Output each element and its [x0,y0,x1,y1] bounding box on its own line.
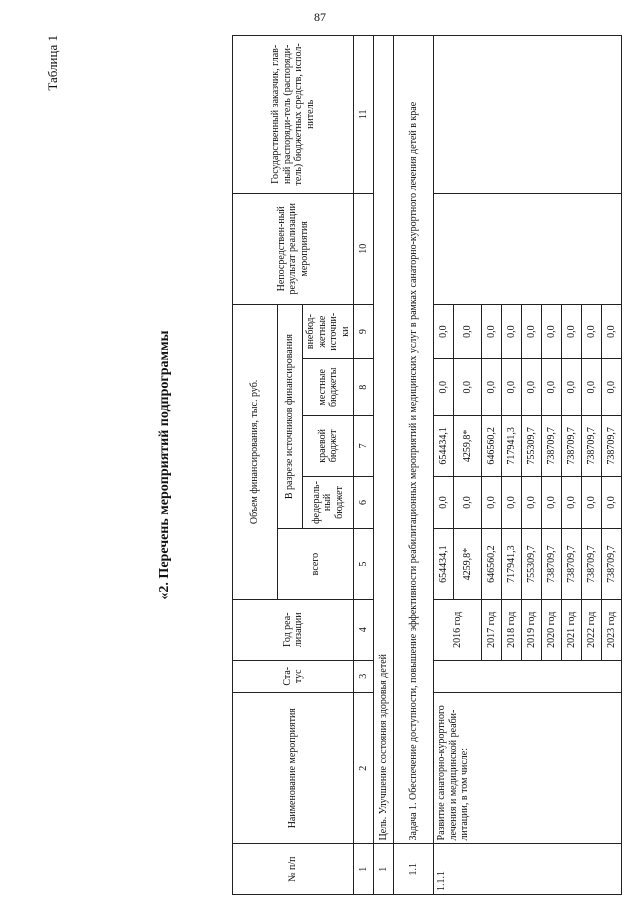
federal-cell: 0,0 [454,476,482,529]
offbudget-cell: 0,0 [482,304,502,359]
offbudget-cell: 0,0 [434,304,454,359]
year-cell: 2017 год [482,599,502,660]
offbudget-cell: 0,0 [562,304,582,359]
result-cell [434,193,622,304]
col-number: 1 [354,844,374,895]
total-cell: 646560,2 [482,529,502,600]
federal-cell: 0,0 [562,476,582,529]
measure-name: Развитие санаторно-курортного лечения и медицинской реаби-литации, в том числе: [434,692,622,844]
goal-num: 1 [374,844,394,895]
header-funding: Объем финансирования, тыс. руб. [233,304,278,599]
year-cell: 2020 год [542,599,562,660]
col-number: 8 [354,359,374,416]
local-cell: 0,0 [434,359,454,416]
local-cell: 0,0 [522,359,542,416]
header-total: всего [278,529,354,600]
header-name: Наименование мероприятия [233,692,354,844]
total-cell: 4259,8* [454,529,482,600]
total-cell: 738709,7 [542,529,562,600]
header-status: Ста-тус [233,660,354,692]
header-num: № п/п [233,844,354,895]
year-cell: 2019 год [522,599,542,660]
regional-cell: 717941,3 [502,416,522,477]
col-number: 11 [354,36,374,194]
offbudget-cell: 0,0 [542,304,562,359]
col-number: 4 [354,599,374,660]
regional-cell: 738709,7 [602,416,622,477]
col-number: 10 [354,193,374,304]
header-row-1 [233,36,278,895]
task-num: 1.1 [394,844,434,895]
status-cell [434,660,622,692]
regional-cell: 738709,7 [562,416,582,477]
offbudget-cell: 0,0 [522,304,542,359]
header-regional: краевой бюджет [303,416,354,477]
header-breakdown: В разрезе источников финансирования [278,304,303,528]
offbudget-cell: 0,0 [582,304,602,359]
regional-cell: 654434,1 [434,416,454,477]
header-local: местные бюджеты [303,359,354,416]
year-cell: 2023 год [602,599,622,660]
year-cell: 2016 год [434,599,482,660]
header-result: Непосредствен-ный результат реализации мероприятия [233,193,354,304]
local-cell: 0,0 [502,359,522,416]
offbudget-cell: 0,0 [602,304,622,359]
local-cell: 0,0 [602,359,622,416]
year-cell: 2022 год [582,599,602,660]
offbudget-cell: 0,0 [454,304,482,359]
table-row [434,36,454,895]
federal-cell: 0,0 [542,476,562,529]
col-number: 9 [354,304,374,359]
year-cell: 2018 год [502,599,522,660]
total-cell: 755309,7 [522,529,542,600]
regional-cell: 738709,7 [542,416,562,477]
document-title: «2. Перечень мероприятий подпрограммы [157,330,172,600]
rotated-page [45,35,625,895]
goal-text: Цель. Улучшение состояния здоровья детей [374,36,394,844]
customer-cell [434,36,622,194]
federal-cell: 0,0 [434,476,454,529]
total-cell: 717941,3 [502,529,522,600]
header-year: Год реа-лизации [233,599,354,660]
regional-cell: 755309,7 [522,416,542,477]
federal-cell: 0,0 [602,476,622,529]
measures-table [232,35,622,895]
total-cell: 738709,7 [562,529,582,600]
regional-cell: 646560,2 [482,416,502,477]
table-label: Таблица 1 [45,35,60,91]
col-number: 3 [354,660,374,692]
total-cell: 738709,7 [582,529,602,600]
federal-cell: 0,0 [582,476,602,529]
col-number: 2 [354,692,374,844]
offbudget-cell: 0,0 [502,304,522,359]
goal-row [374,36,394,895]
local-cell: 0,0 [562,359,582,416]
col-number: 5 [354,529,374,600]
total-cell: 738709,7 [602,529,622,600]
local-cell: 0,0 [542,359,562,416]
federal-cell: 0,0 [502,476,522,529]
total-cell: 654434,1 [434,529,454,600]
regional-cell: 4259,8* [454,416,482,477]
task-row [394,36,434,895]
local-cell: 0,0 [582,359,602,416]
federal-cell: 0,0 [482,476,502,529]
task-text: Задача 1. Обеспечение доступности, повышение эффективности реабилитационных мероприятий и медицинских услуг в рамках санаторно-курортного лечения детей в крае [394,36,434,844]
col-number: 7 [354,416,374,477]
year-cell: 2021 год [562,599,582,660]
regional-cell: 738709,7 [582,416,602,477]
local-cell: 0,0 [482,359,502,416]
measure-num: 1.1.1 [434,844,622,895]
header-customer: Государственный заказчик, глав-ный распоряди-тель (распоряди-тель) бюджетных средств, испол-нитель [233,36,354,194]
header-federal: федераль-ный бюджет [303,476,354,529]
col-number: 6 [354,476,374,529]
local-cell: 0,0 [454,359,482,416]
header-offbudget: внебюд-жетные источни-ки [303,304,354,359]
page-number: 87 [314,10,326,24]
column-number-row [354,36,374,895]
federal-cell: 0,0 [522,476,542,529]
